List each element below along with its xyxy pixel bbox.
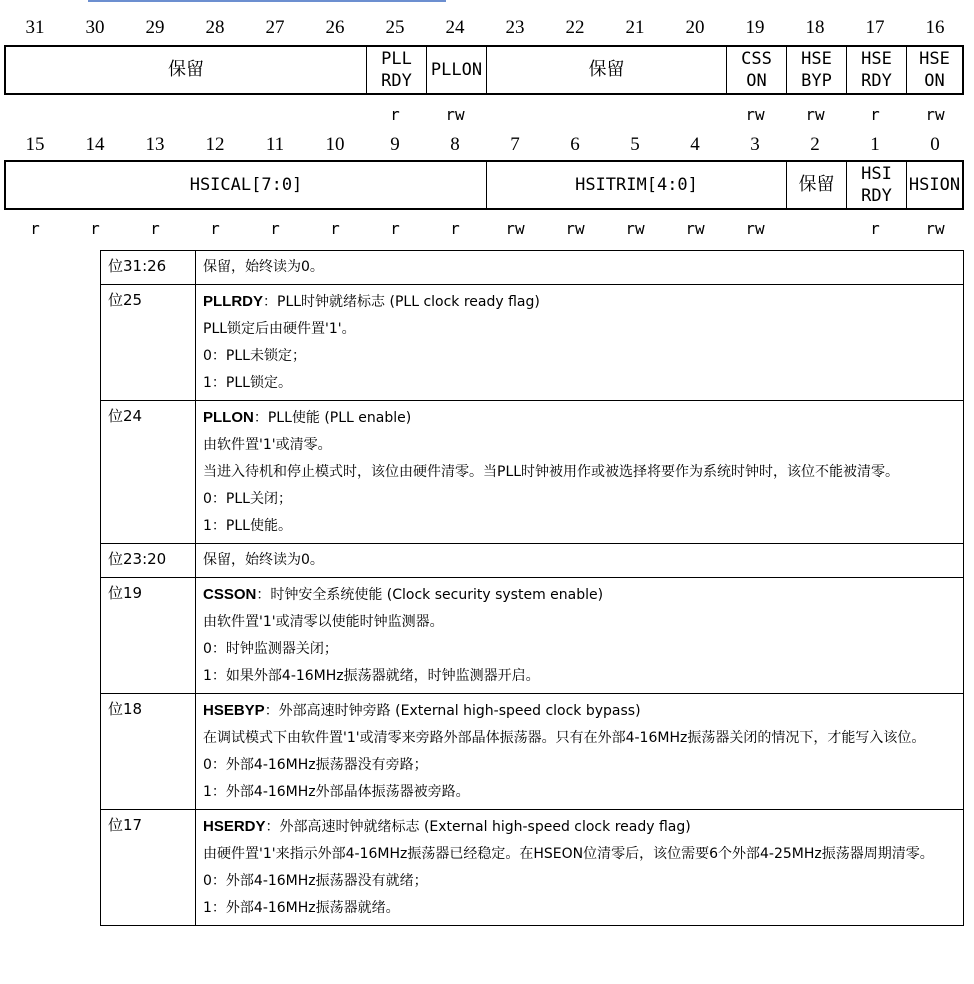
description-row (101, 578, 964, 694)
bit-number: 28 (205, 17, 225, 38)
access-type: r (150, 219, 160, 238)
description-line: 1：PLL锁定。 (203, 375, 292, 391)
access-type: rw (745, 105, 765, 124)
register-field: HSITRIM[4:0] (486, 162, 786, 208)
bit-range-cell: 位23:20 (101, 544, 196, 578)
bit-number: 6 (570, 134, 580, 155)
bit-number: 1 (870, 134, 880, 155)
bit-number: 14 (85, 134, 105, 155)
field-title-text: ：PLL时钟就绪标志 (PLL clock ready flag) (263, 294, 540, 310)
register-field: PLLON (426, 47, 486, 93)
field-name: CSSON (203, 586, 257, 603)
register-field: 保留 (486, 47, 726, 93)
bit-number: 11 (265, 134, 285, 155)
bit-number: 21 (625, 17, 645, 38)
description-line: 0：外部4-16MHz振荡器没有旁路； (203, 757, 428, 773)
access-type: r (390, 105, 400, 124)
bit-number: 26 (325, 17, 345, 38)
access-type: rw (685, 219, 705, 238)
access-type: rw (625, 219, 645, 238)
register-field: HSICAL[7:0] (189, 175, 303, 195)
access-type: rw (925, 105, 945, 124)
field-name: HSERDY (203, 818, 266, 835)
bit-number: 23 (505, 17, 525, 38)
description-line: 0：PLL未锁定； (203, 348, 306, 364)
field-title-text: ：外部高速时钟就绪标志 (External high-speed clock ready flag) (265, 819, 691, 835)
access-type: r (330, 219, 340, 238)
register-field: HSI RDY (846, 162, 906, 208)
bit-range-cell: 位31:26 (101, 251, 196, 285)
register-field: HSE RDY (846, 47, 906, 93)
register-field: HSE BYP (786, 47, 846, 93)
register-field: CSS ON (726, 47, 786, 93)
access-type: r (390, 219, 400, 238)
access-type: rw (745, 219, 765, 238)
description-row (101, 694, 964, 810)
bit-number: 29 (145, 17, 165, 38)
access-type: r (30, 219, 40, 238)
description-row (101, 544, 964, 578)
bit-number: 3 (750, 134, 760, 155)
access-type: rw (505, 219, 525, 238)
bit-number: 7 (510, 134, 520, 155)
access-type: r (450, 219, 460, 238)
bit-number: 20 (685, 17, 705, 38)
top-link-underline (88, 0, 446, 6)
field-title (203, 288, 957, 316)
lower-bit-numbers (0, 133, 974, 157)
bit-number: 19 (745, 17, 765, 38)
description-line: 0：外部4-16MHz振荡器没有就绪； (203, 873, 428, 889)
register-field: 保留 (168, 59, 204, 80)
field-title (203, 813, 957, 841)
access-type: rw (805, 105, 825, 124)
lower-access-row (0, 218, 974, 240)
register-field: HSION (906, 162, 962, 208)
register-field: 保留 (786, 162, 846, 208)
bit-number: 25 (385, 17, 405, 38)
upper-register-row (4, 45, 964, 95)
description-cell (196, 401, 964, 544)
register-field: HSE ON (906, 47, 962, 93)
field-title (203, 404, 957, 432)
description-line: 在调试模式下由软件置'1'或清零来旁路外部晶体振荡器。只有在外部4-16MHz振荡器关闭的情况下，才能写入该位。 (203, 730, 926, 746)
description-cell (196, 285, 964, 401)
description-line: 由软件置'1'或清零以使能时钟监测器。 (203, 614, 444, 630)
description-line: 1：外部4-16MHz振荡器就绪。 (203, 900, 400, 916)
bit-number: 30 (85, 17, 105, 38)
description-row (101, 401, 964, 544)
access-type: rw (445, 105, 465, 124)
field-name: PLLRDY (203, 293, 263, 310)
access-type: r (210, 219, 220, 238)
access-type: r (90, 219, 100, 238)
description-line: 0：时钟监测器关闭； (203, 641, 338, 657)
bit-number: 4 (690, 134, 700, 155)
field-name: HSEBYP (203, 702, 265, 719)
description-row (101, 285, 964, 401)
field-title-text: ：外部高速时钟旁路 (External high-speed clock bypass) (264, 703, 641, 719)
description-line: 1：外部4-16MHz外部晶体振荡器被旁路。 (203, 784, 470, 800)
access-type: r (870, 105, 880, 124)
field-title-text: ：时钟安全系统使能 (Clock security system enable) (256, 587, 604, 603)
field-title (203, 581, 957, 609)
bit-number: 17 (865, 17, 885, 38)
bit-number: 24 (445, 17, 465, 38)
access-type: rw (565, 219, 585, 238)
description-cell (196, 810, 964, 926)
bit-number: 5 (630, 134, 640, 155)
bit-number: 18 (805, 17, 825, 38)
description-row (101, 810, 964, 926)
bit-number: 8 (450, 134, 460, 155)
bit-number: 22 (565, 17, 585, 38)
bit-range-cell: 位18 (101, 694, 196, 810)
upper-access-row (0, 104, 974, 126)
description-row (101, 251, 964, 285)
description-line: 当进入待机和停止模式时，该位由硬件清零。当PLL时钟被用作或被选择将要作为系统时钟时，该位不能被清零。 (203, 464, 900, 480)
register-field: PLL RDY (366, 47, 426, 93)
description-cell (196, 578, 964, 694)
bit-number: 16 (925, 17, 945, 38)
field-title-text: ：PLL使能 (PLL enable) (253, 410, 412, 426)
description-cell (196, 251, 964, 285)
bit-range-cell: 位25 (101, 285, 196, 401)
bit-range-cell: 位24 (101, 401, 196, 544)
bit-number: 15 (25, 134, 45, 155)
description-cell (196, 544, 964, 578)
description-line: 由软件置'1'或清零。 (203, 437, 332, 453)
bit-number: 2 (810, 134, 820, 155)
access-type: r (270, 219, 280, 238)
access-type: rw (925, 219, 945, 238)
description-line: 由硬件置'1'来指示外部4-16MHz振荡器已经稳定。在HSEON位清零后，该位需要6个外部4-25MHz振荡器周期清零。 (203, 846, 934, 862)
bit-number: 31 (25, 17, 45, 38)
description-line: 保留，始终读为0。 (203, 552, 324, 568)
bit-number: 9 (390, 134, 400, 155)
bit-number: 10 (325, 134, 345, 155)
description-line: 0：PLL关闭； (203, 491, 292, 507)
description-cell (196, 694, 964, 810)
field-title (203, 697, 957, 725)
access-type: r (870, 219, 880, 238)
bit-number: 27 (265, 17, 285, 38)
description-line: 1：PLL使能。 (203, 518, 292, 534)
bit-number: 0 (930, 134, 940, 155)
description-line: 1：如果外部4-16MHz振荡器就绪，时钟监测器开启。 (203, 668, 540, 684)
bit-description-table (100, 250, 964, 926)
description-line: 保留，始终读为0。 (203, 259, 324, 275)
description-line: PLL锁定后由硬件置'1'。 (203, 321, 356, 337)
lower-register-row (4, 160, 964, 210)
bit-number: 12 (205, 134, 225, 155)
upper-bit-numbers (0, 16, 974, 40)
bit-range-cell: 位17 (101, 810, 196, 926)
field-name: PLLON (203, 409, 254, 426)
bit-range-cell: 位19 (101, 578, 196, 694)
bit-number: 13 (145, 134, 165, 155)
